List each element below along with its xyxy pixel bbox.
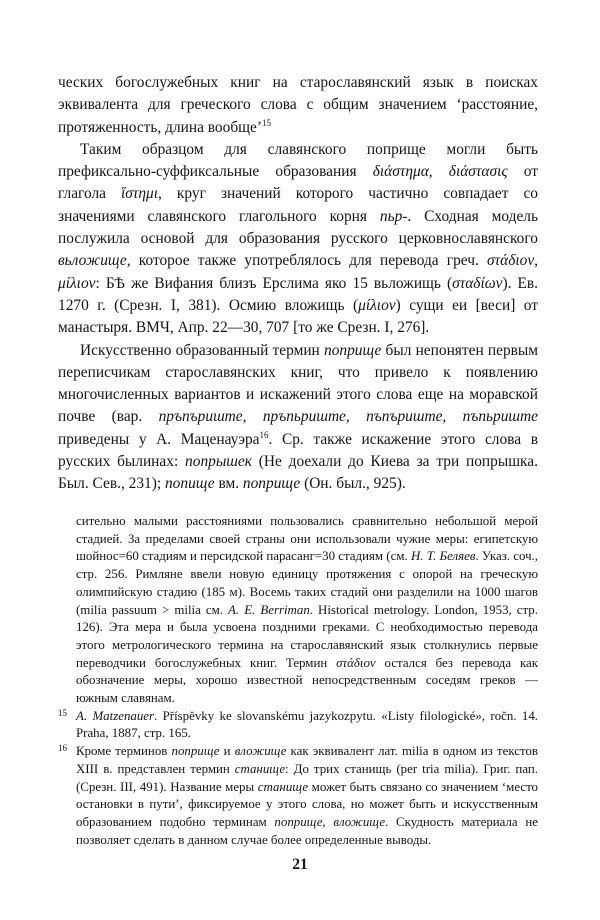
text-run: ). Ев. 1270 г. (Срезн. I, 381). Осмию вложищь (	[58, 274, 538, 314]
italic-run: поприще	[324, 341, 382, 359]
text-run: , круг значений которого частично совпадает со значениями славянского глагольного корня	[58, 185, 538, 225]
italic-run: станище	[257, 779, 309, 794]
page-number: 21	[292, 856, 308, 873]
italic-run: Н. Т. Беляев	[410, 549, 476, 564]
main-text	[58, 72, 538, 496]
italic-run: станище	[234, 761, 286, 776]
italic-run: поприще	[242, 475, 301, 493]
paragraph-1-text: ческих богослужебных книг на старославянский язык в поисках эквивалента для греческого слова с общим значением ‘расстояние, протяженность, длина вообще’	[58, 74, 538, 136]
text-run: (Он. был., 925).	[300, 475, 406, 493]
text-run: , которое также употреблялось для перевода греч.	[126, 252, 488, 270]
italic-run: ἵστημι	[121, 185, 159, 203]
text-run: может быть связано со значением ‘место остановки в пути’, фиксируемое у этого слова, но может быть и искусственным образованием подобно терминам	[76, 779, 539, 829]
footnote-15-text	[76, 709, 538, 741]
italic-run: поприще, вложище	[274, 814, 386, 829]
italic-run: попрышек	[185, 453, 252, 471]
footnote-16-mark: 16	[58, 743, 67, 754]
text-run: . Указ. соч., стр. 256. Римляне ввели новую единицу протяжения с опорой на греческую олимпийскую стадию (185 м). Восемь таких стадий они разделили на 1000 шагов (milia passuum > milia см.	[76, 549, 538, 617]
italic-run: στάδιον, μίλιον	[58, 252, 538, 292]
text-run: сительно малыми расстояниями пользовались сравнительно небольшой мерой стадией. За пределами своей страны они использовали чужие меры: египетскую шойнос=60 стадиям и персидской парасанг=30 стадиям (см.	[76, 514, 538, 564]
text-run: Искусственно образованный термин	[80, 341, 324, 359]
text-run: был непонятен первым переписчикам старославянских книг, что привело к появлению многочисленных вариантов и искажений этого слова еще на моравской почве (вар.	[58, 341, 538, 426]
text-run: приведены у А. Маценауэра	[58, 430, 260, 448]
text-run: : До трих станищь (per tria milia). Григ. пап. (Срезн. III, 491). Название меры	[76, 761, 538, 794]
text-run: (Не доехали до Киева за три попрышка. Был. Сев., 231);	[58, 453, 538, 493]
paragraph-1	[58, 72, 538, 139]
italic-run: διάστημα, διάστασις	[372, 163, 508, 181]
text-run: как эквивалент лат. milia в одном из текстов XIII в. представлен термин	[76, 744, 538, 776]
text-run: ) сущи еи [веси] от манастыря. ВМЧ, Апр. 22—30, 707 [то же Срезн. I, 276].	[58, 296, 539, 337]
italic-run: пръпъришmе, пръпьришmе, пъпъришmе, пъпьришmе	[158, 408, 538, 426]
footnote-16-text	[76, 744, 538, 847]
footnote-ref-15[interactable]: 15	[261, 117, 271, 128]
footnote-15	[58, 708, 538, 743]
text-run: . Скудность материала не позволяет сделать в данном случае более определенные выводы.	[76, 814, 538, 847]
text-run: вм.	[214, 475, 243, 493]
italic-run: μίλιον	[358, 296, 396, 314]
paragraph-3	[58, 340, 538, 496]
italic-run: пьр-	[379, 207, 408, 225]
text-run: Кроме терминов	[76, 744, 172, 759]
text-run: и	[219, 744, 235, 759]
text-run: остался без перевода как обозначение меры, хорошо известной непосредственным соседям греков — южным славянам.	[76, 655, 538, 706]
text-run: от глагола	[58, 163, 538, 203]
text-run: Таким образцом для славянского поприще могли быть префиксально-суффиксальные образования	[58, 140, 538, 181]
paragraph-2	[58, 139, 538, 340]
italic-run: A. Matzenauer	[76, 708, 155, 723]
text-run: : БѢ же Вифания близъ Ерслима яко 15 вьложищь (	[95, 274, 453, 292]
italic-run: A. E. Berriman	[228, 602, 310, 617]
italic-run: στάδιον	[336, 655, 376, 670]
footnote-ref-16[interactable]: 16	[259, 429, 269, 440]
footnote-16	[58, 743, 538, 849]
italic-run: попище	[164, 475, 215, 493]
footnote-15-mark: 15	[58, 707, 67, 718]
text-run: . Ср. также искажение этого слова в русских былинах:	[58, 430, 538, 471]
italic-run: поприще	[171, 744, 220, 759]
italic-run: вложище	[234, 744, 287, 759]
text-run: . Příspěvky ke slovanskému jazykozpytu. «Listy filologické», ročn. 14. Praha, 1887, стр. 165.	[76, 708, 538, 741]
italic-run: вьложище	[58, 252, 127, 270]
italic-run: σταδίων	[452, 274, 503, 292]
footnote-continuation	[58, 513, 538, 708]
text-run: . Сходная модель послужила основой для образования русского церковнославянского	[58, 207, 538, 248]
footnotes	[58, 513, 538, 849]
text-run: . Historical metrology. London, 1953, стр. 126). Эта мера и была усвоена поздними греками. С необходимостью перевода этого метрологического термина на старославянский язык столкнулись первые переводчики богослужебных книг. Термин	[76, 602, 538, 670]
